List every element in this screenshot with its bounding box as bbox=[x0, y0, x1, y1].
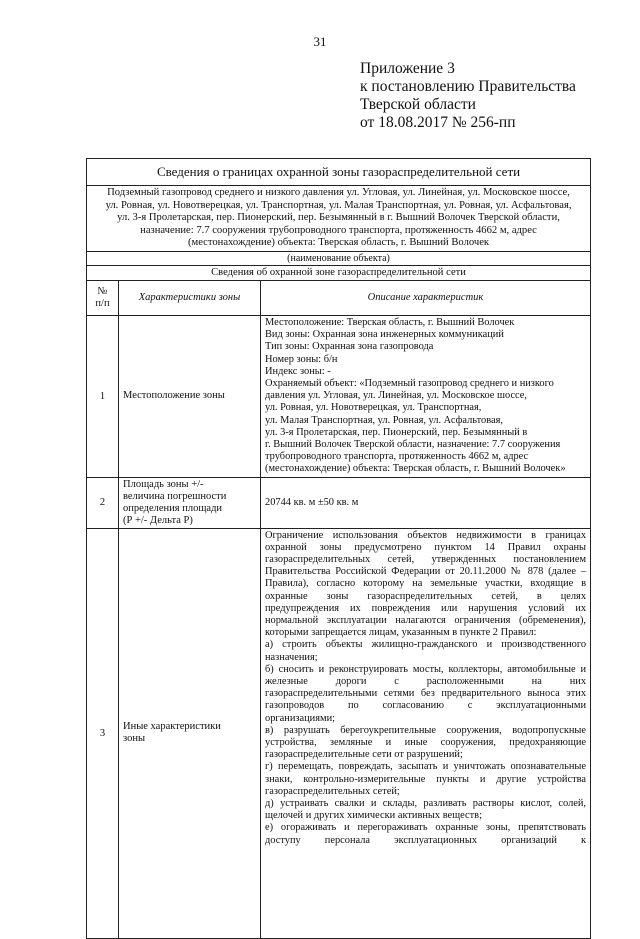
section-title: Сведения об охранной зоне газораспределительной сети bbox=[87, 265, 591, 280]
description-line: знаки, контрольно-измерительные пункты и другие устройства bbox=[265, 773, 587, 785]
description-line: Вид зоны: Охранная зона инженерных коммуникаций bbox=[265, 329, 504, 341]
description-line: Ограничение использования объектов недвижимости в границах bbox=[265, 529, 587, 541]
header-description: Описание характеристик bbox=[261, 280, 591, 315]
row-description bbox=[261, 315, 591, 477]
row-number: 3 bbox=[87, 528, 119, 938]
description-line: ул. 3-я Пролетарская, пер. Пионерский, пер. Безымянный в bbox=[265, 426, 528, 438]
row-number: 1 bbox=[87, 315, 119, 477]
description-line: охранные зоны газораспределительных сетей, в целях bbox=[265, 590, 587, 602]
description-line: газораспределительные сети от разрушений; bbox=[265, 749, 463, 761]
description-line: Правительства Российской Федерации от 20.11.2000 № 878 (далее – bbox=[265, 566, 587, 578]
table-row bbox=[87, 477, 591, 528]
appendix-date: от 18.08.2017 № 256-пп bbox=[360, 114, 516, 131]
description-line: устройства, земляные и иные сооружения, предохраняющие bbox=[265, 737, 587, 749]
characteristic-line: величина погрешности bbox=[123, 490, 227, 502]
appendix-header bbox=[360, 60, 576, 132]
object-line: Подземный газопровод среднего и низкого давления ул. Угловая, ул. Линейная, ул. Московское шоссе, bbox=[107, 187, 570, 198]
page-number: 31 bbox=[313, 34, 327, 49]
description-line: Местоположение: Тверская область, г. Вышний Волочек bbox=[265, 316, 515, 328]
description-line: г) перемещать, повреждать, засыпать и уничтожать опознавательные bbox=[265, 761, 587, 773]
header-number bbox=[87, 280, 119, 315]
characteristic-line: Площадь зоны +/- bbox=[123, 478, 204, 490]
description-line: назначения; bbox=[265, 651, 318, 663]
row-description bbox=[261, 528, 591, 938]
description-line: д) устраивать свалки и склады, разливать растворы кислот, солей, bbox=[265, 798, 587, 810]
description-line: е) огораживать и перегораживать охранные зоны, препятствовать bbox=[265, 822, 587, 834]
object-line: назначение: 7.7 сооружения трубопроводного транспорта, протяженность 4662 м, адрес bbox=[140, 224, 537, 236]
description-line: Тип зоны: Охранная зона газопровода bbox=[265, 341, 434, 353]
description-line: доступу персонала эксплуатационных организаций к bbox=[265, 834, 587, 846]
description-line: Охраняемый объект: «Подземный газопровод среднего и низкого bbox=[265, 377, 554, 389]
description-line: Номер зоны: б/н bbox=[265, 353, 338, 365]
description-line: давления ул. Угловая, ул. Линейная, ул. Московское шоссе, bbox=[265, 390, 528, 402]
description-line: организациями; bbox=[265, 712, 336, 724]
description-line: газораспределительных сетей; bbox=[265, 785, 400, 797]
characteristic-line: определения площади bbox=[123, 502, 223, 514]
object-line: ул. Ровная, ул. Новотверецкая, ул. Транспортная, ул. Малая Транспортная, ул. Ровная, ул. Асфальтовая, bbox=[105, 199, 572, 211]
area-value: 20744 кв. м ±50 кв. м bbox=[261, 477, 591, 528]
object-line: (местонахождение) объекта: Тверская область, г. Вышний Волочек bbox=[187, 237, 490, 249]
row-number: 2 bbox=[87, 477, 119, 528]
object-description bbox=[87, 186, 591, 252]
description-line: б) сносить и реконструировать мосты, коллекторы, автомобильные и bbox=[265, 663, 587, 675]
characteristic-line: (Р +/- Дельта Р) bbox=[123, 514, 193, 526]
description-line: газораспределительных сетей, утвержденных постановлением bbox=[265, 554, 587, 566]
description-line: газопроводов по согласованию с эксплуатационными bbox=[265, 700, 587, 712]
header-number-sign: № bbox=[97, 285, 108, 297]
row-characteristic bbox=[119, 528, 261, 938]
characteristic-line: Иные характеристики bbox=[123, 721, 221, 733]
description-line: (местонахождение) объекта: Тверская область, г. Вышний Волочек» bbox=[265, 463, 566, 475]
description-line: железные дороги с расположенными на них bbox=[265, 676, 587, 688]
description-line: г. Вышний Волочек Тверской области, назначение: 7.7 сооружения bbox=[265, 439, 561, 450]
header-characteristics: Характеристики зоны bbox=[119, 280, 261, 315]
description-line: нормальной эксплуатации налагаются ограничения (обременения), bbox=[265, 615, 587, 627]
description-line: трубопроводного транспорта, протяженность 4662 м, адрес bbox=[265, 451, 529, 463]
row-characteristic: Местоположение зоны bbox=[119, 315, 261, 477]
description-line: ул. Малая Транспортная, ул. Ровная, ул. Асфальтовая, bbox=[265, 414, 503, 426]
description-line: Правила), согласно которому на земельные участки, входящие в bbox=[265, 578, 587, 590]
description-line: а) строить объекты жилищно-гражданского и производственного bbox=[265, 639, 587, 651]
row-characteristic bbox=[119, 477, 261, 528]
object-line: ул. 3-я Пролетарская, пер. Пионерский, пер. Безымянный в г. Вышний Волочек Тверской области, bbox=[117, 212, 560, 224]
table-row bbox=[87, 528, 591, 938]
characteristic-line: зоны bbox=[123, 733, 146, 745]
header-number-label: п/п bbox=[95, 297, 110, 309]
description-line: газораспределительными сетями без предварительного выноса этих bbox=[265, 688, 587, 700]
table-title: Сведения о границах охранной зоны газораспределительной сети bbox=[87, 159, 591, 186]
description-line: в) разрушать берегоукрепительные сооружения, водопропускные bbox=[265, 724, 587, 736]
description-line: предупреждения их повреждения или нарушения условий их bbox=[265, 602, 587, 614]
description-line: щелочей и других химически активных веществ; bbox=[265, 810, 482, 822]
description-line: охранной зоны предусмотрено пунктом 14 Правил охраны bbox=[265, 541, 587, 553]
description-line: ул. Ровная, ул. Новотверецкая, ул. Транспортная, bbox=[265, 402, 482, 414]
description-line: которыми запрещается лицам, указанным в пункте 2 Правил: bbox=[265, 627, 537, 639]
appendix-line: к постановлению Правительства bbox=[360, 78, 576, 95]
appendix-line: Тверской области bbox=[360, 96, 476, 113]
object-name-hint: (наименование объекта) bbox=[87, 251, 591, 265]
security-zone-table bbox=[86, 158, 591, 939]
table-row bbox=[87, 315, 591, 477]
description-line: Индекс зоны: - bbox=[265, 365, 331, 377]
appendix-line: Приложение 3 bbox=[360, 60, 455, 77]
